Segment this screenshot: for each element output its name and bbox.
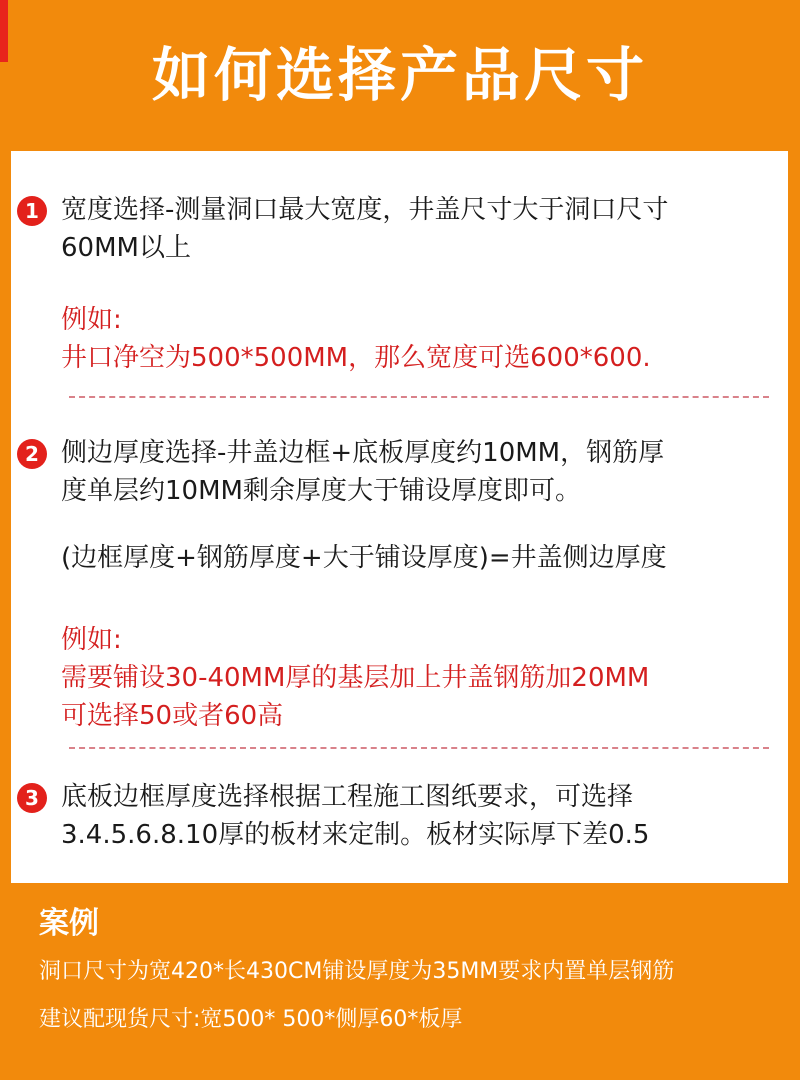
step-1-text (61, 191, 776, 267)
step-1-example-line-1: 井口净空为500*500MM，那么宽度可选600*600. (61, 343, 651, 373)
step-3-badge: 3 (17, 783, 47, 813)
case-line-1: 洞口尺寸为宽420*长430CM铺设厚度为35MM要求内置单层钢筋 (39, 959, 675, 984)
step-3-text (61, 778, 776, 854)
step-2-text (61, 434, 776, 510)
step-1-badge: 1 (17, 196, 47, 226)
content-card (11, 151, 788, 883)
step-1-line-1: 宽度选择-测量洞口最大宽度，井盖尺寸大于洞口尺寸 (61, 195, 669, 225)
step-2-line-2: 度单层约10MM剩余厚度大于铺设厚度即可。 (61, 476, 581, 506)
case-title: 案例 (39, 906, 99, 941)
step-3-line-2: 3.4.5.6.8.10厚的板材来定制。板材实际厚下差0.5 (61, 820, 650, 850)
step-2-example-label: 例如: (61, 625, 122, 655)
step-3-line-1: 底板边框厚度选择根据工程施工图纸要求，可选择 (61, 782, 634, 812)
divider-1 (69, 396, 769, 398)
step-1-example-label: 例如: (61, 305, 122, 335)
step-2-formula: (边框厚度+钢筋厚度+大于铺设厚度)=井盖侧边厚度 (61, 543, 667, 573)
step-2-line-1: 侧边厚度选择-井盖边框+底板厚度约10MM，钢筋厚 (61, 438, 665, 468)
case-line-2: 建议配现货尺寸:宽500* 500*侧厚60*板厚 (39, 1007, 463, 1032)
step-2-example-line-1: 需要铺设30-40MM厚的基层加上井盖钢筋加20MM (61, 663, 650, 693)
step-1-example (61, 301, 776, 377)
step-2-example (61, 621, 776, 735)
step-2-example-line-2: 可选择50或者60高 (61, 701, 284, 731)
step-2-badge: 2 (17, 439, 47, 469)
page-title: 如何选择产品尺寸 (151, 41, 648, 109)
divider-2 (69, 747, 769, 749)
step-1-line-2: 60MM以上 (61, 233, 191, 263)
